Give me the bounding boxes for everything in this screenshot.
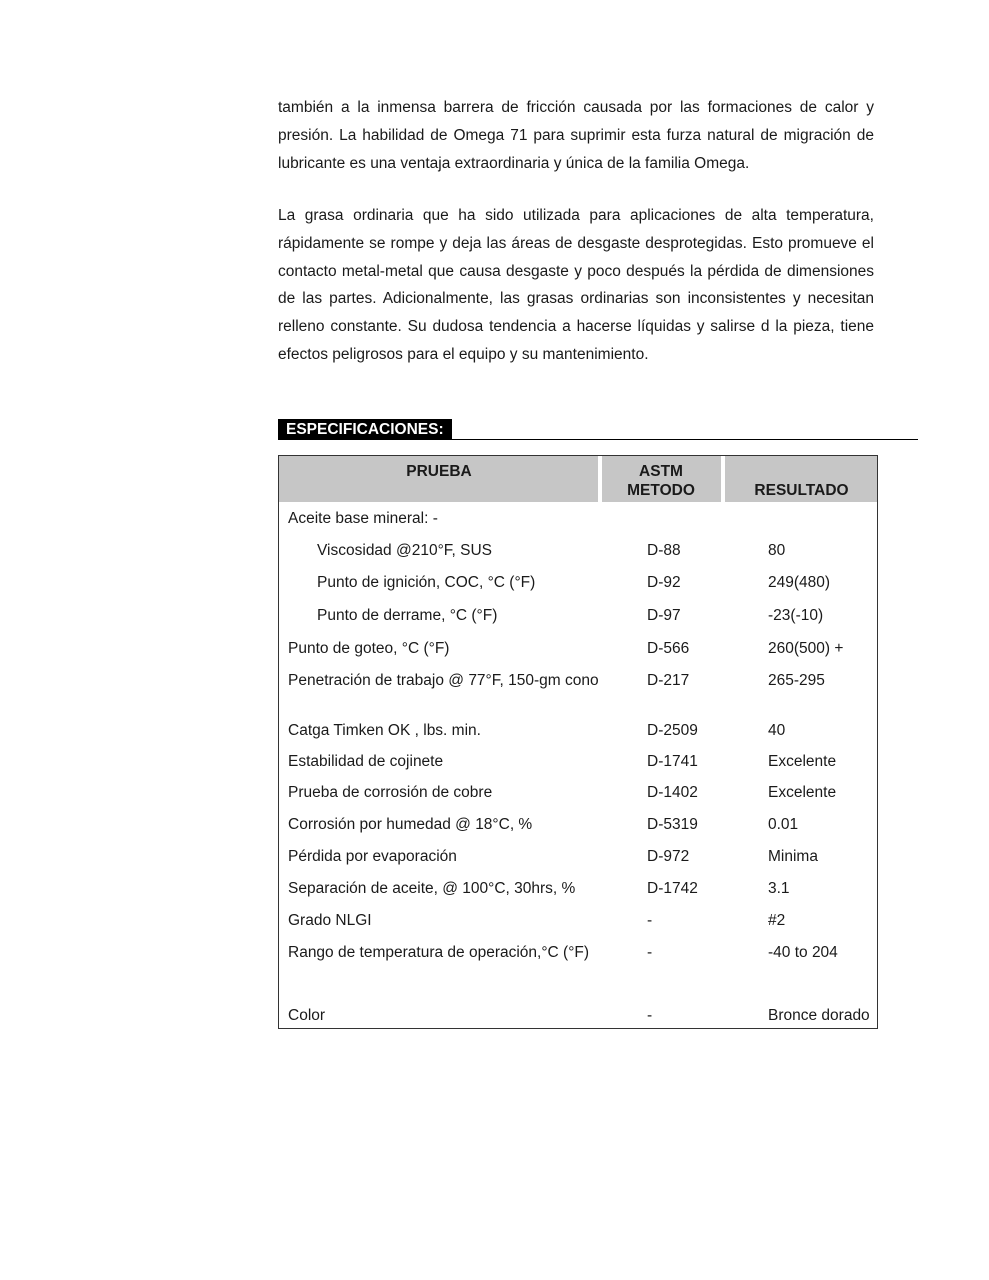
cell-metodo: D-2509 xyxy=(647,722,698,739)
cell-metodo: D-1402 xyxy=(647,784,698,801)
specifications-title: ESPECIFICACIONES: xyxy=(278,419,452,440)
cell-metodo: D-217 xyxy=(647,672,690,689)
cell-resultado: 265-295 xyxy=(768,672,825,689)
paragraph-ordinary-grease: La grasa ordinaria que ha sido utilizada para aplicaciones de alta temperatura, rápidamente se rompe y deja las áreas de desgaste desprotegidas. Esto promueve el contacto metal-metal que causa desgaste y poco después la pérdida de dimensiones de las partes. Adicionalmente, las grasas ordinarias son inconsistentes y necesitan relleno constante. Su dudosa tendencia a hacerse líquidas y salirse d la pieza, tiene efectos peligrosos para el equipo y su mantenimiento. xyxy=(278,207,874,363)
specifications-heading xyxy=(278,419,918,440)
cell-prueba: Penetración de trabajo @ 77°F, 150-gm cono xyxy=(288,672,599,689)
cell-resultado: 260(500) + xyxy=(768,640,844,657)
cell-prueba: Aceite base mineral: - xyxy=(288,510,438,527)
cell-prueba: Punto de derrame, °C (°F) xyxy=(317,607,498,624)
header-astm-metodo xyxy=(601,462,721,500)
cell-resultado: 80 xyxy=(768,542,786,559)
cell-prueba: Separación de aceite, @ 100°C, 30hrs, % xyxy=(288,880,576,897)
cell-prueba: Prueba de corrosión de cobre xyxy=(288,784,493,801)
specifications-table xyxy=(278,455,878,1029)
cell-resultado: #2 xyxy=(768,912,786,929)
cell-resultado: -23(-10) xyxy=(768,607,824,624)
cell-metodo: - xyxy=(647,1007,653,1024)
cell-resultado: Excelente xyxy=(768,784,837,801)
cell-resultado: Bronce dorado xyxy=(768,1007,870,1024)
cell-metodo: D-1741 xyxy=(647,753,698,770)
cell-prueba: Punto de ignición, COC, °C (°F) xyxy=(317,574,536,591)
cell-metodo: - xyxy=(647,944,653,961)
cell-metodo: D-566 xyxy=(647,640,690,657)
cell-resultado: 3.1 xyxy=(768,880,790,897)
cell-prueba: Punto de goteo, °C (°F) xyxy=(288,640,450,657)
cell-metodo: D-5319 xyxy=(647,816,698,833)
cell-prueba: Estabilidad de cojinete xyxy=(288,753,444,770)
header-resultado: RESULTADO xyxy=(754,482,849,499)
cell-metodo: D-972 xyxy=(647,848,690,865)
cell-metodo: D-92 xyxy=(647,574,681,591)
paragraph-migration: también a la inmensa barrera de fricción causada por las formaciones de calor y presión. La habilidad de Omega 71 para suprimir esta furza natural de migración de lubricante es una ventaja extraordinaria y única de la familia Omega. xyxy=(278,99,874,172)
cell-resultado: Minima xyxy=(768,848,818,865)
header-astm: ASTM xyxy=(639,463,683,480)
cell-metodo: D-1742 xyxy=(647,880,698,897)
header-prueba: PRUEBA xyxy=(406,463,472,480)
cell-metodo: - xyxy=(647,912,653,929)
heading-rule xyxy=(278,439,918,440)
cell-resultado: 40 xyxy=(768,722,786,739)
cell-prueba: Grado NLGI xyxy=(288,912,372,929)
cell-resultado: -40 to 204 xyxy=(768,944,838,961)
cell-resultado: 0.01 xyxy=(768,816,799,833)
cell-prueba: Color xyxy=(288,1007,326,1024)
cell-prueba: Pérdida por evaporación xyxy=(288,848,457,865)
cell-prueba: Corrosión por humedad @ 18°C, % xyxy=(288,816,533,833)
cell-metodo: D-88 xyxy=(647,542,681,559)
cell-metodo: D-97 xyxy=(647,607,681,624)
cell-resultado: 249(480) xyxy=(768,574,831,591)
cell-resultado: Excelente xyxy=(768,753,837,770)
cell-prueba: Viscosidad @210°F, SUS xyxy=(317,542,493,559)
header-metodo: METODO xyxy=(627,482,695,499)
table-header xyxy=(279,456,877,502)
cell-prueba: Rango de temperatura de operación,°C (°F) xyxy=(288,944,590,961)
cell-prueba: Catga Timken OK , lbs. min. xyxy=(288,722,481,739)
